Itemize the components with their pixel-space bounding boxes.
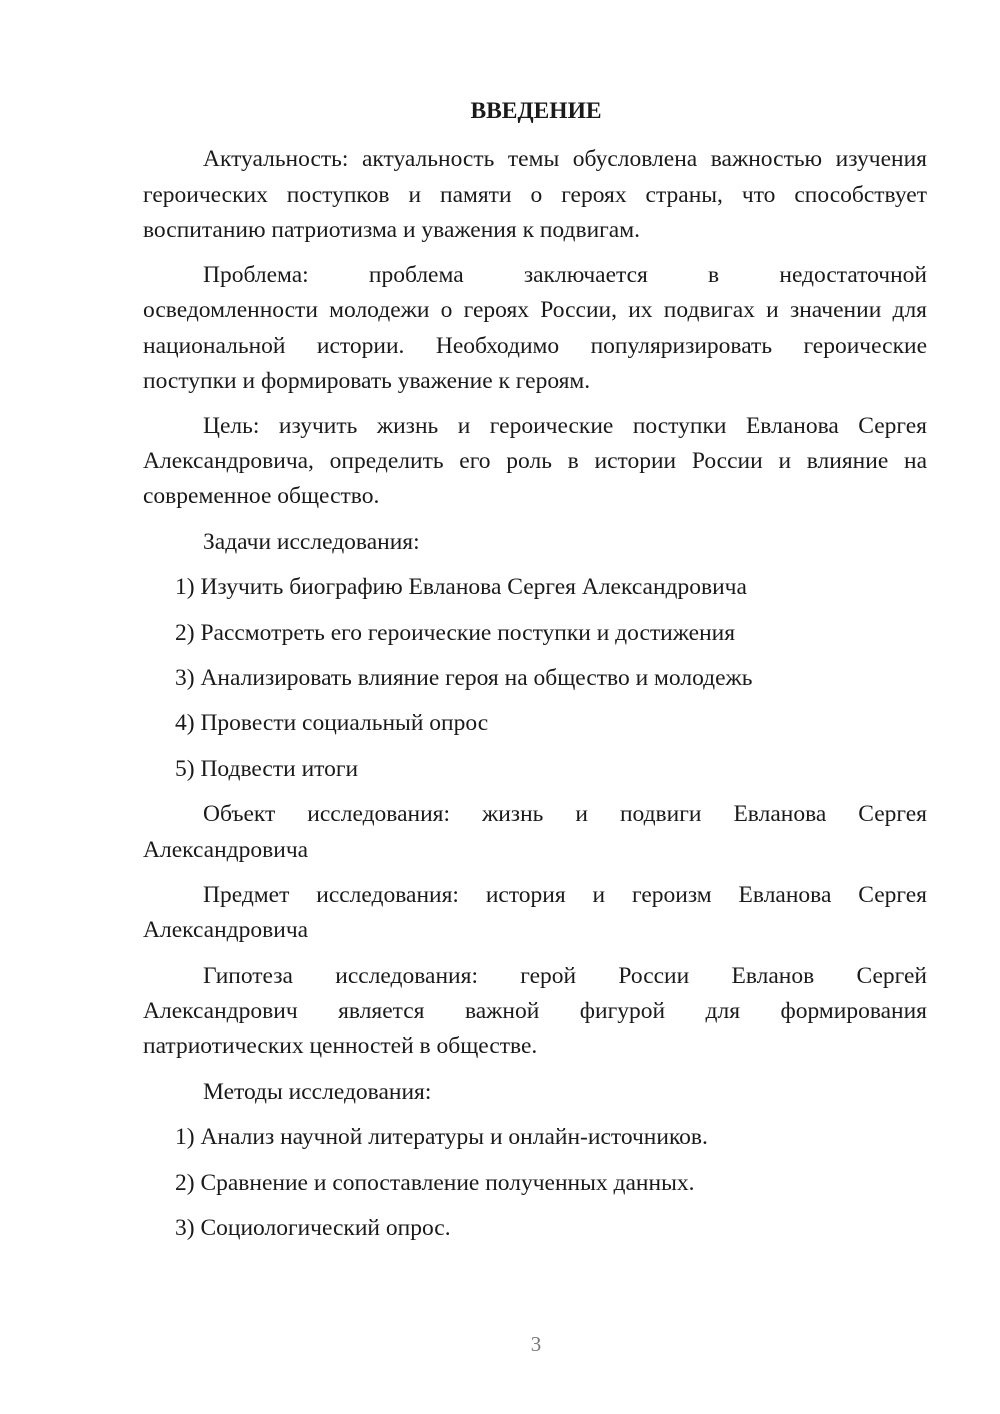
tasks-heading: Задачи исследования: [203,529,420,555]
task-item: 2) Рассмотреть его героические поступки и достижения [175,620,736,646]
goal-line-3: современное общество. [143,483,380,509]
object-line-1: Объект исследования: жизнь и подвиги Евланова Сергея [203,801,927,827]
relevance-line-2: героических поступков и памяти о героях страны, что способствует [143,182,927,208]
hypothesis-line-1: Гипотеза исследования: герой России Евланов Сергей [203,963,927,989]
goal-line-1: Цель: изучить жизнь и героические поступки Евланова Сергея [203,413,927,439]
problem-line-1: Проблема: проблема заключается в недостаточной [203,262,927,288]
task-item: 4) Провести социальный опрос [175,710,489,736]
task-item: 5) Подвести итоги [175,756,359,782]
methods-heading: Методы исследования: [203,1079,432,1105]
section-heading: ВВЕДЕНИЕ [470,98,602,124]
problem-line-4: поступки и формировать уважение к героям. [143,368,591,394]
object-line-2: Александровича [143,837,309,863]
problem-line-3: национальной истории. Необходимо популяризировать героические [143,333,927,359]
method-item: 1) Анализ научной литературы и онлайн-источников. [175,1124,708,1150]
task-item: 3) Анализировать влияние героя на общество и молодежь [175,665,753,691]
hypothesis-line-3: патриотических ценностей в обществе. [143,1033,538,1059]
relevance-line-1: Актуальность: актуальность темы обусловлена важностью изучения [203,146,927,172]
subject-line-2: Александровича [143,917,309,943]
subject-line-1: Предмет исследования: история и героизм Евланова Сергея [203,882,927,908]
hypothesis-line-2: Александрович является важной фигурой для формирования [143,998,927,1024]
relevance-line-3: воспитанию патриотизма и уважения к подвигам. [143,217,640,243]
problem-line-2: осведомленности молодежи о героях России, их подвигах и значении для [143,297,927,323]
task-item: 1) Изучить биографию Евланова Сергея Александровича [175,574,747,600]
goal-line-2: Александровича, определить его роль в истории России и влияние на [143,448,927,474]
method-item: 3) Социологический опрос. [175,1215,451,1241]
method-item: 2) Сравнение и сопоставление полученных данных. [175,1170,695,1196]
page-number: 3 [530,1332,542,1356]
